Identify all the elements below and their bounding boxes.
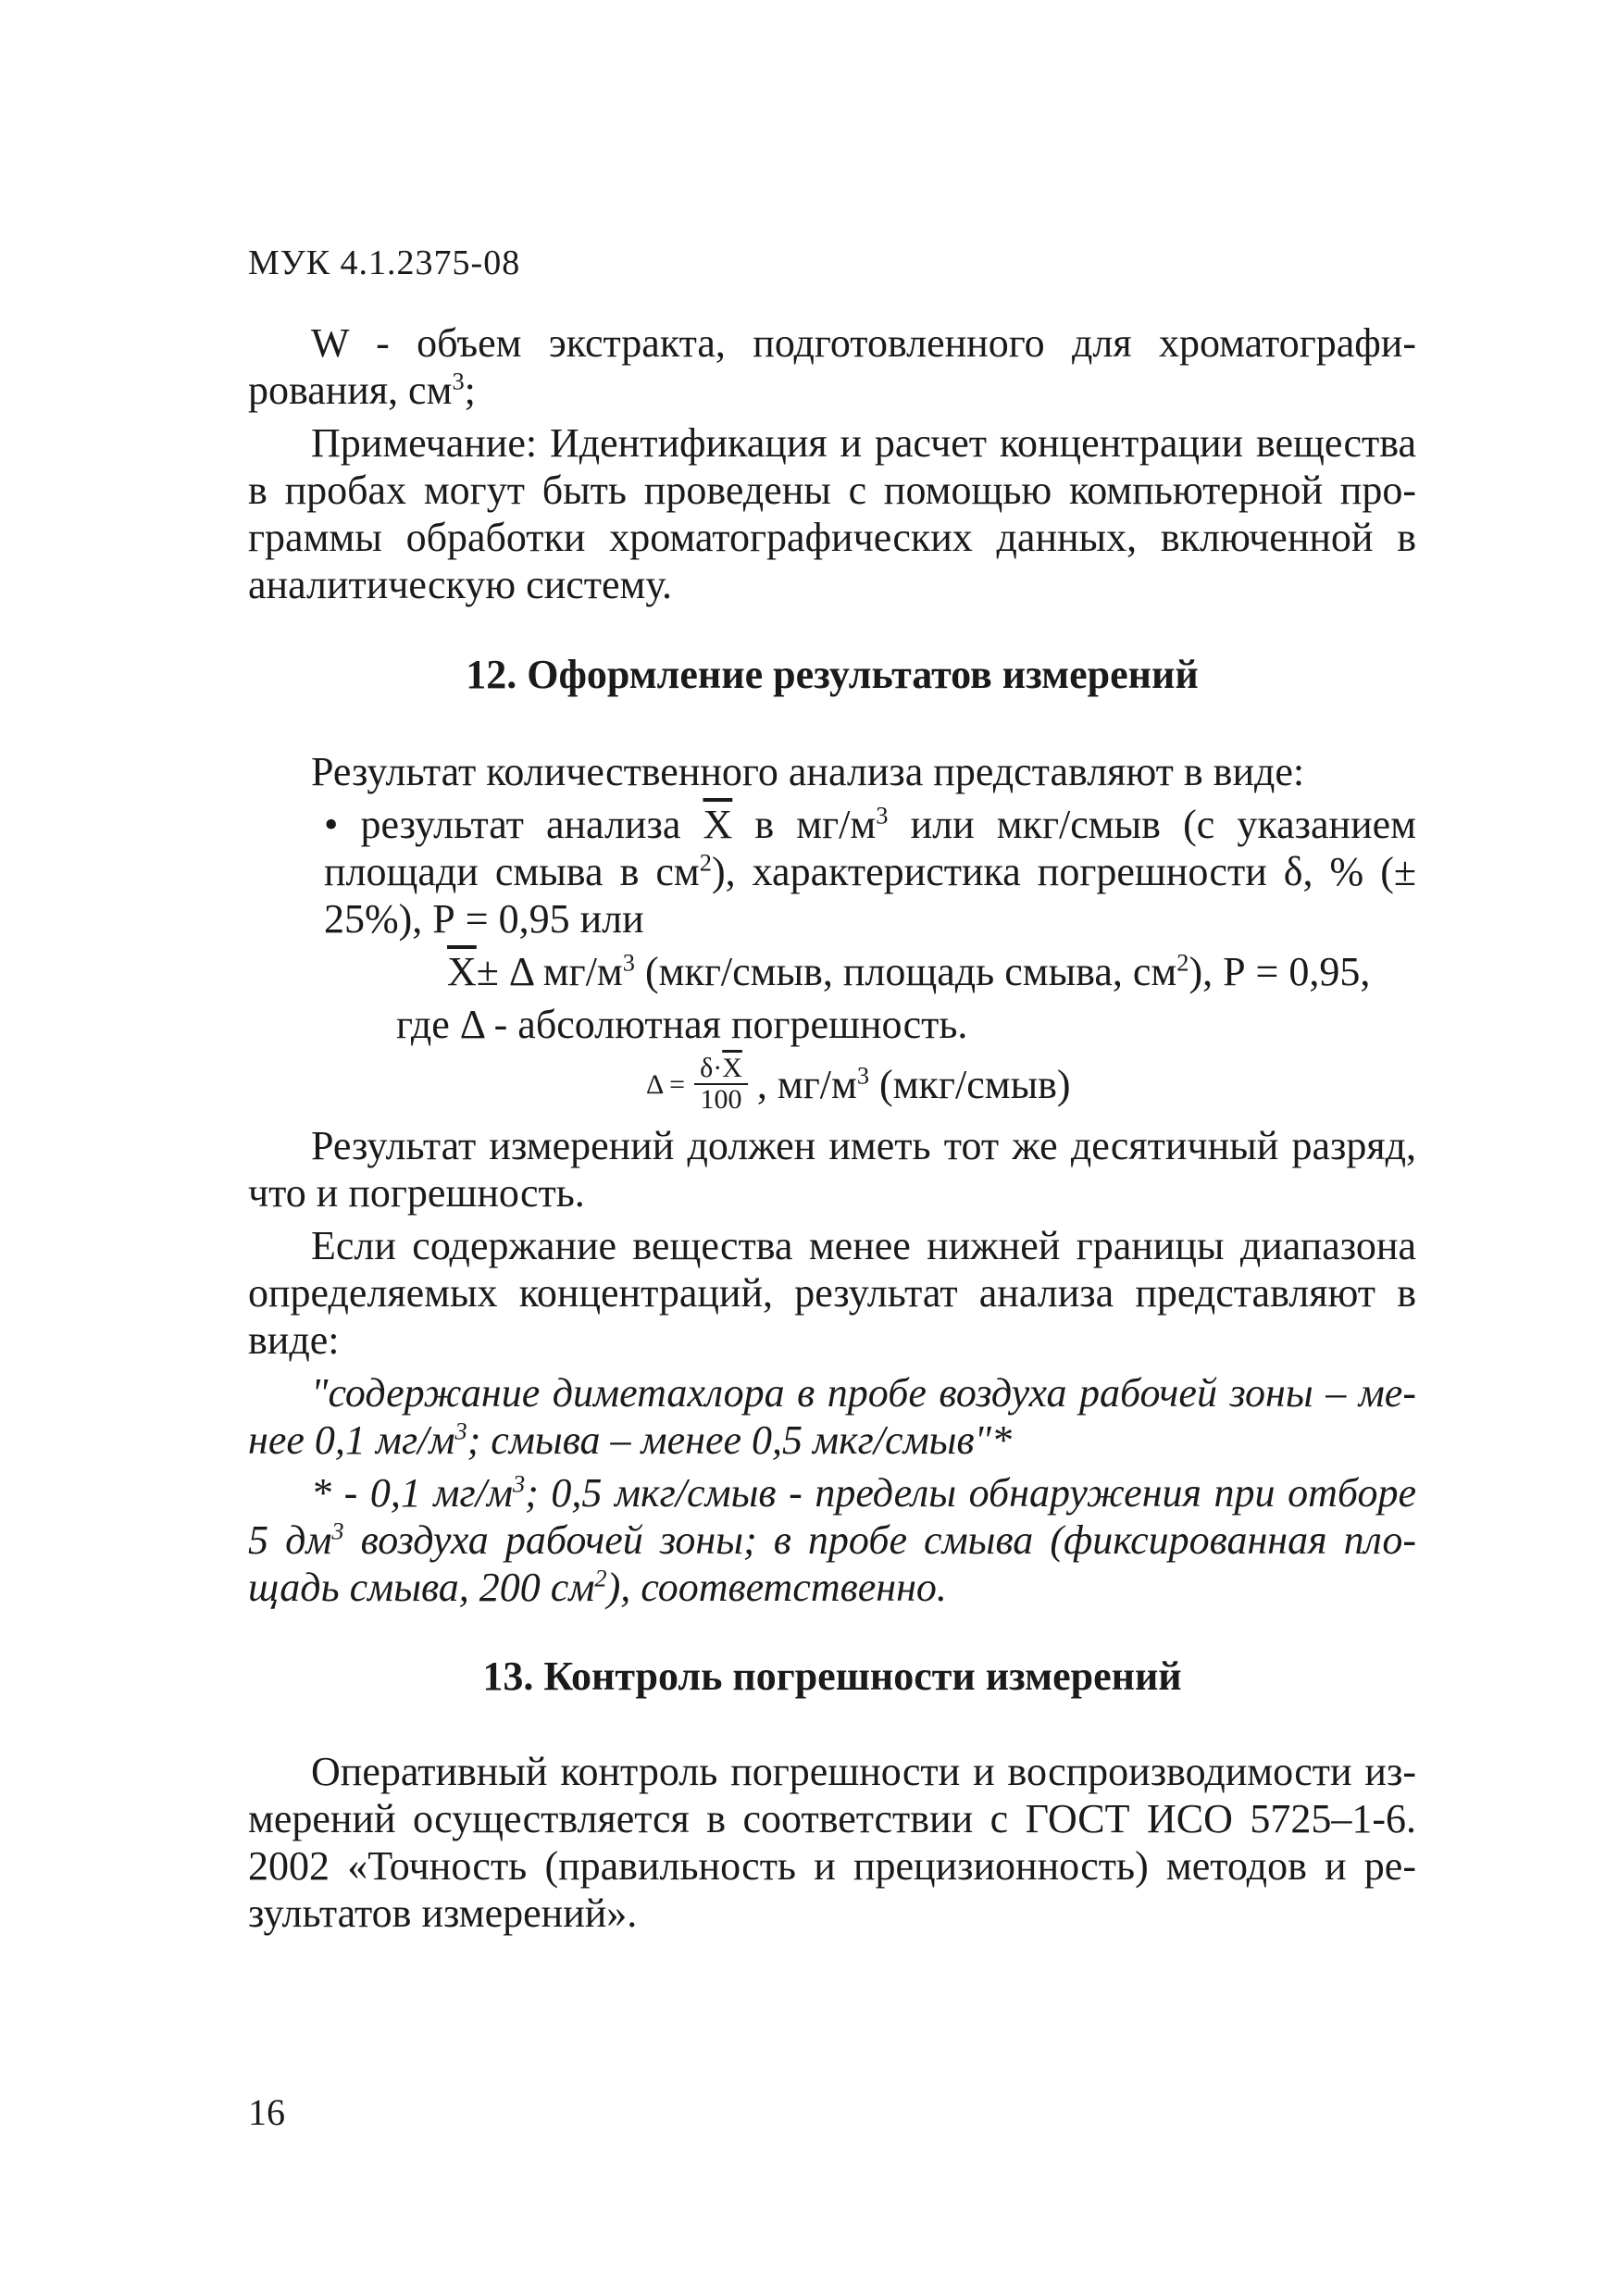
section-13-body bbox=[248, 1748, 1416, 1942]
formula-denominator: 100 bbox=[700, 1084, 742, 1115]
control-paragraph: Оперативный контроль погрешности и воспроизводимости из-мерений осуществляется в соответствии с ГОСТ ИСО 5725–1-6. 2002 «Точность (правильность и прецизионность) методов и ре-зультатов измерений». bbox=[248, 1749, 1416, 1936]
page-number: 16 bbox=[248, 2091, 285, 2133]
formula-rhs: , $мг/м^3$ (мкг/смыв) bbox=[756, 1060, 1071, 1107]
w-definition: W - объем экстракта, подготовленного для хроматографи-рования, $см^3$; bbox=[248, 320, 1416, 413]
quote-paragraph: "содержание диметахлора в пробе воздуха рабочей зоны – ме-нее 0,1 $мг/м^3$; смыва – менее 0,5 мкг/смыв"* bbox=[248, 1370, 1416, 1463]
section-12-heading-wrap bbox=[248, 651, 1416, 698]
intro-block bbox=[248, 319, 1416, 614]
formula-fraction bbox=[694, 1054, 748, 1115]
results-intro: Результат количественного анализа представляют в виде: bbox=[311, 749, 1305, 794]
footnote-paragraph: * - 0,1 $мг/м^3$; 0,5 мкг/смыв - пределы обнаружения при отборе 5 $дм^3$ воздуха рабочей зоны; в пробе смыва (фиксированная пло-щадь смыва, 200 $см^2$), соответственно. bbox=[248, 1469, 1416, 1610]
section-13-heading: 13. Контроль погрешности измерений bbox=[482, 1653, 1182, 1699]
section-12-body bbox=[248, 748, 1416, 1616]
lower-limit-paragraph: Если содержание вещества менее нижней границы диапазона определяемых концентраций, результат анализа представляют в виде: bbox=[248, 1223, 1416, 1363]
section-12-heading: 12. Оформление результатов измерений bbox=[466, 652, 1199, 697]
results-bullet: • результат анализа $\overline{X}$ в $мг/м^3$ или мкг/смыв (с указанием площади смыва в $см^2$), характеристика погрешности δ, % (± 25%), Р = 0,95 или bbox=[324, 801, 1417, 942]
decimal-paragraph: Результат измерений должен иметь тот же десятичный разряд, что и погрешность. bbox=[248, 1123, 1416, 1216]
note-paragraph: Примечание: Идентификация и расчет концентрации вещества в пробах могут быть проведены с помощью компьютерной про-граммы обработки хроматографических данных, включенной в аналитическую систему. bbox=[248, 420, 1416, 607]
formula-numerator: $\delta\cdot\overline{X}$ bbox=[694, 1054, 748, 1085]
formula-lhs: Δ = bbox=[646, 1068, 686, 1100]
section-13-heading-wrap bbox=[248, 1653, 1416, 1700]
delta-definition: где Δ - абсолютная погрешность. bbox=[396, 1002, 968, 1047]
result-with-delta: $\overline{X}\pm \Delta$ $мг/м^3$ (мкг/смыв, площадь смыва, $см^2$), Р = 0,95, bbox=[447, 948, 1371, 994]
document-id-header: МУК 4.1.2375-08 bbox=[248, 243, 521, 282]
delta-formula bbox=[646, 1054, 1416, 1115]
